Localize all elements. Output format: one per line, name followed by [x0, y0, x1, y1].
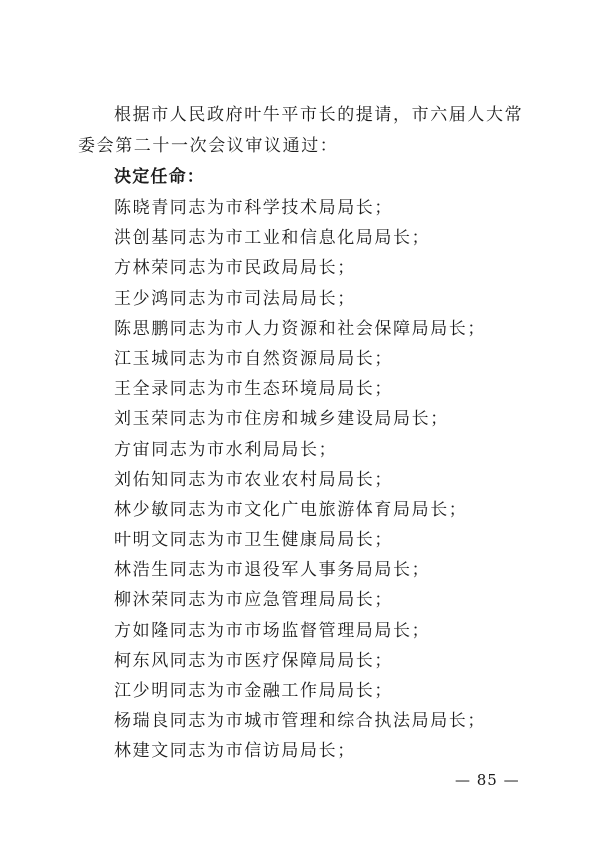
appointment-item: 林建文同志为市信访局局长；	[114, 741, 356, 762]
intro-text: 根据市人民政府叶牛平市长的提请，市六届人大常委会第二十一次会议审议通过：	[78, 105, 524, 156]
intro-paragraph	[78, 100, 528, 162]
appointment-list	[114, 193, 486, 767]
appointment-item: 陈思鹏同志为市人力资源和社会保障局局长；	[114, 318, 486, 339]
appointment-heading: 决定任命：	[114, 167, 205, 187]
appointment-item: 王少鸿同志为市司法局局长；	[114, 288, 356, 309]
appointment-item: 江玉城同志为市自然资源局局长；	[114, 348, 393, 369]
appointment-item: 方林荣同志为市民政局局长；	[114, 258, 356, 279]
appointment-item: 叶明文同志为市卫生健康局局长；	[114, 530, 393, 551]
appointment-item: 杨瑞良同志为市城市管理和综合执法局局长；	[114, 711, 486, 732]
appointment-item: 洪创基同志为市工业和信息化局局长；	[114, 228, 431, 249]
appointment-item: 柳沐荣同志为市应急管理局局长；	[114, 590, 393, 611]
appointment-item: 刘玉荣同志为市住房和城乡建设局局长；	[114, 409, 449, 430]
appointment-item: 方宙同志为市水利局局长；	[114, 439, 338, 460]
appointment-item: 林少敏同志为市文化广电旅游体育局局长；	[114, 499, 468, 520]
appointment-item: 江少明同志为市金融工作局局长；	[114, 681, 393, 701]
appointment-item: 王全录同志为市生态环境局局长；	[114, 379, 393, 400]
appointment-item: 林浩生同志为市退役军人事务局局长；	[114, 560, 431, 581]
appointment-item: 方如隆同志为市市场监督管理局局长；	[114, 620, 431, 641]
appointment-item: 柯东风同志为市医疗保障局局长；	[114, 650, 393, 671]
page-number: — 85 —	[455, 771, 520, 789]
appointment-item: 刘佑知同志为市农业农村局局长；	[114, 469, 393, 490]
appointment-item: 陈晓青同志为市科学技术局局长；	[114, 198, 393, 218]
